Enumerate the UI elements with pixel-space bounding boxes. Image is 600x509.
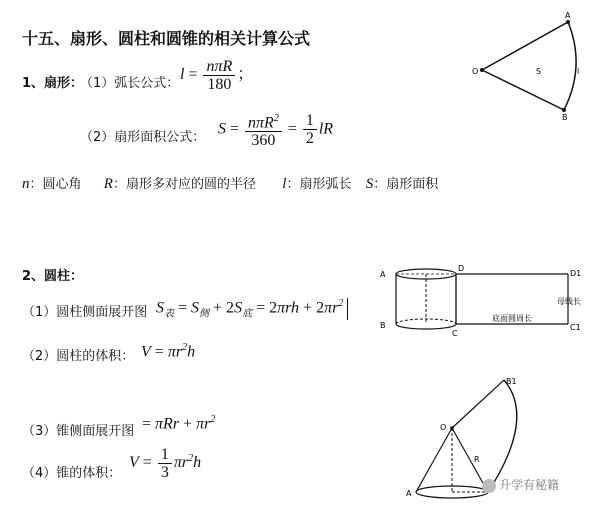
cone-volume-label: （4）锥的体积： xyxy=(22,466,122,481)
cone-apex-point xyxy=(450,426,454,430)
cyl-label-c1: C1 xyxy=(570,323,581,332)
cone-label-o: O xyxy=(440,423,447,432)
cylinder-diagram xyxy=(374,262,588,342)
page-title: 十五、扇形、圆柱和圆锥的相关计算公式 xyxy=(22,29,311,48)
cyl-height-label: 母线长 xyxy=(557,297,581,306)
cone-label-r: R xyxy=(474,455,480,464)
text-cursor xyxy=(347,298,348,320)
cone-label-b1: B1 xyxy=(506,377,517,386)
cone-lateral-label: （3）锥侧面展开图 xyxy=(22,424,135,439)
arc-length-label: （1）弧长公式： xyxy=(80,76,180,91)
cyl-label-d: D xyxy=(458,264,465,273)
sector-label-b: B xyxy=(562,113,568,122)
cyl-label-d1: D1 xyxy=(570,269,582,278)
sector-label-s: S xyxy=(536,67,542,76)
legend-R-symbol: R xyxy=(103,176,113,192)
cylinder-lateral-label: （1）圆柱侧面展开图 xyxy=(22,305,148,320)
sector-arc xyxy=(564,22,576,110)
arc-length-formula: l = $\frac{\text{nπR}}{180}$ ； xyxy=(180,58,254,93)
legend-n-symbol: n xyxy=(22,176,30,192)
cone-label-a: A xyxy=(406,489,412,498)
legend-S-symbol: S xyxy=(365,176,374,192)
sector-radius-ob xyxy=(482,70,564,110)
sector-center-point xyxy=(480,68,484,72)
legend-l-symbol: l xyxy=(282,176,287,192)
sector-label-l: l xyxy=(577,67,580,76)
legend-R-desc: ：扇形多对应的圆的半径 xyxy=(112,177,256,192)
watermark-text: 升学有秘籍 xyxy=(499,478,560,492)
sector-area-label: （2）扇形面积公式： xyxy=(80,130,206,145)
legend-l-desc: ：扇形弧长 xyxy=(286,177,352,192)
sector-area-formula: S = $\frac{n\pi R^2}{360}$ = $\frac{1}{2}$ lR xyxy=(218,110,333,149)
sector-point-a xyxy=(566,20,570,24)
cylinder-volume-label: （2）圆柱的体积： xyxy=(22,349,135,364)
watermark xyxy=(482,476,559,493)
sector-radius-oa xyxy=(482,22,568,70)
sector-diagram xyxy=(468,6,586,124)
legend-S-desc: ：扇形面积 xyxy=(373,177,439,192)
symbol-legend xyxy=(22,173,438,193)
cylinder-volume-formula: $V = \pi r^2h$ xyxy=(141,342,196,361)
cone-left-slant xyxy=(416,428,452,492)
cyl-label-a: A xyxy=(380,270,386,279)
sector-heading: 1、扇形： xyxy=(22,76,84,91)
sector-label-a: A xyxy=(565,11,571,20)
cyl-label-b: B xyxy=(380,321,386,330)
cylinder-lateral-formula: $S_表 = S_侧 + 2S_底 = 2\pi rh + 2\pi r^2$ xyxy=(156,298,344,320)
cylinder-heading: 2、圆柱： xyxy=(22,269,84,284)
cyl-base-label: 底面圆周长 xyxy=(492,314,532,323)
legend-n-desc: ：圆心角 xyxy=(29,177,82,192)
watermark-icon xyxy=(482,479,496,493)
sector-point-b xyxy=(562,108,566,112)
cone-unrolled-edge xyxy=(452,380,504,428)
cone-volume-formula: V = $\frac{1}{3}$ $\pi r^2h$ xyxy=(129,446,202,481)
cyl-label-c: C xyxy=(452,329,458,338)
sector-label-o: O xyxy=(472,67,479,76)
cylinder-bottom-front xyxy=(396,324,456,329)
cone-lateral-formula: = $\pi Rr + \pi r^2$ xyxy=(142,414,216,433)
